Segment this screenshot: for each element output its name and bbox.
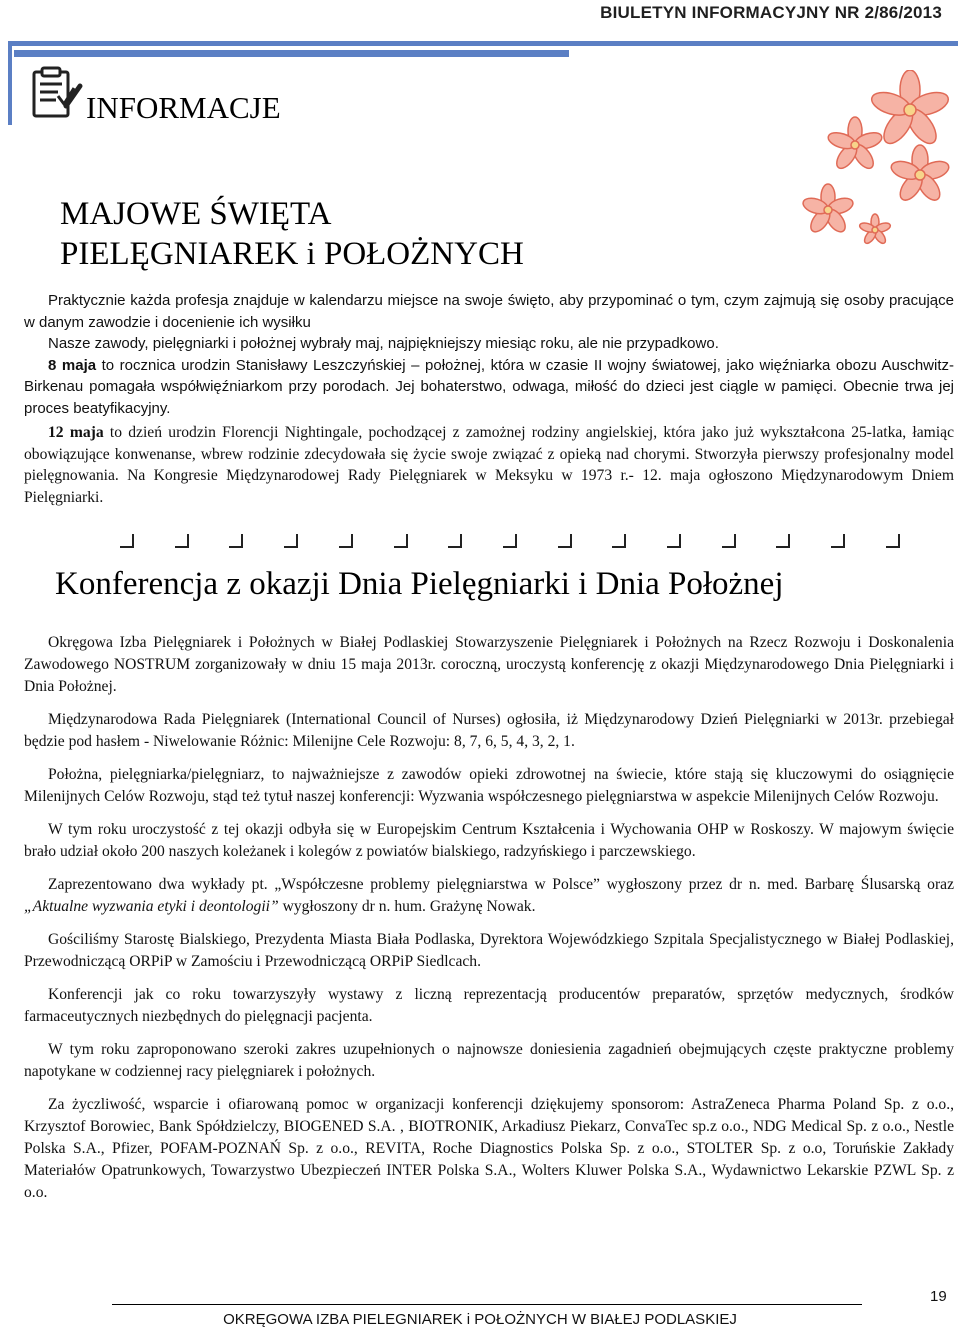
may-8-paragraph bbox=[24, 355, 954, 420]
conference-paragraph-3: Położna, pielęgniarka/pielęgniarz, to najważniejsze z zawodów opieki zdrowotnej na świecie, które stają się kluczowymi do osiągnięcie Milenijnych Celów Rozwoju, stąd też tytuł naszej konferencji: Wyzwania współczesnego pielęgniarstwa w aspekcie Milenijnych Celów Rozwoju. bbox=[24, 766, 954, 805]
may-12-block bbox=[24, 422, 954, 508]
article-title bbox=[60, 194, 524, 274]
conference-body bbox=[24, 632, 954, 1215]
conference-paragraph-6: Gościliśmy Starostę Bialskiego, Prezydenta Miasta Biała Podlaska, Dyrektora Wojewódzkiego Szpitala Specjalistycznego w Białej Podlaskiej, Przewodniczącą ORPiP w Zamościu i Przewodniczącą ORPiP Siedlcach. bbox=[24, 931, 954, 970]
may-8-date: 8 maja bbox=[48, 356, 97, 374]
conference-title: Konferencja z okazji Dnia Pielęgniarki i Dnia Położnej bbox=[55, 566, 784, 602]
article-intro bbox=[24, 290, 954, 419]
conference-paragraph-7: Konferencji jak co roku towarzyszyły wystawy z liczną reprezentacją producentów preparatów, sprzętów medycznych, środków farmaceutycznych niezbędnych do pielęgnacji pacjenta. bbox=[24, 986, 954, 1025]
article-title-line-2: PIELĘGNIAREK i POŁOŻNYCH bbox=[60, 236, 524, 272]
bulletin-title: BIULETYN INFORMACYJNY NR 2/86/2013 bbox=[600, 3, 942, 22]
left-rule bbox=[8, 41, 12, 125]
lecture-title-italic: „Aktualne wyzwania etyki i deontologii” bbox=[24, 898, 279, 915]
flowers-decoration bbox=[800, 70, 960, 250]
conference-paragraph-1: Okręgowa Izba Pielęgniarek i Położnych w Białej Podlaskiej Stowarzyszenie Pielęgniarek i Położnych na Rzecz Rozwoju i Doskonalenia Zawodowego NOSTRUM zorganizowały w dniu 15 maja 2013r. coroczną, uroczystą konferencję z okazji Międzynarodowego Dnia Pielęgniarki i Dnia Położnej. bbox=[24, 634, 954, 695]
conference-paragraph-2: Międzynarodowa Rada Pielęgniarek (International Council of Nurses) ogłosiła, iż Międzynarodowy Dzień Pielęgniarki w 2013r. przebiegał będzie pod hasłem - Niwelowanie Różnic: Milenijne Cele Rozwoju: 8, 7, 6, 5, 4, 3, 2, 1. bbox=[24, 711, 954, 750]
conference-paragraph-5 bbox=[24, 874, 954, 918]
intro-paragraph-1: Praktycznie każda profesja znajduje w kalendarzu miejsce na swoje święto, aby przypominać o tym, czym zajmują się osoby pracujące w danym zawodzie i docenienie ich wysiłku bbox=[24, 292, 954, 331]
may-12-date: 12 maja bbox=[48, 424, 104, 441]
section-tab-rule bbox=[14, 50, 569, 57]
page-number: 19 bbox=[930, 1288, 947, 1305]
clipboard-checklist-icon bbox=[28, 66, 84, 122]
decorative-separator bbox=[120, 534, 900, 554]
conference-paragraph-4: W tym roku uroczystość z tej okazji odbyła się w Europejskim Centrum Kształcenia i Wychowania OHP w Roskoszy. W majowym święcie brało udział około 200 naszych koleżanek i kolegów z powiatów bialskiego, radzyńskiego i parczewskiego. bbox=[24, 821, 954, 860]
may-12-paragraph bbox=[24, 422, 954, 508]
may-12-text: to dzień urodzin Florencji Nightingale, pochodzącej z zamożnej rodziny angielskiej, która jako już wykształcona 25-latka, łamiąc obowiązujące konwenanse, wbrew rodzinie zdecydowała się życie swoje związać z opieką nad chorymi. Stworzyła pierwszy profesjonalny model pielęgnowania. Na Kongresie Międzynarodowej Rady Pielęgniarek w Meksyku w 1973 r.- 12. maja ogłoszono Międzynarodowym Dniem Pielęgniarki. bbox=[24, 424, 954, 506]
lectures-text-a: Zaprezentowano dwa wykłady pt. „Współczesne problemy pielęgniarstwa w Polsce” wygłoszony przez dr n. med. Barbarę Ślusarską oraz bbox=[48, 876, 954, 893]
lectures-text-b: wygłoszony dr n. hum. Grażynę Nowak. bbox=[278, 898, 536, 915]
section-title: INFORMACJE bbox=[86, 90, 281, 125]
sponsors-paragraph: Za życzliwość, wsparcie i ofiarowaną pomoc w organizacji konferencji dziękujemy sponsorom: AstraZeneca Pharma Poland Sp. z o.o., Krzysztof Borowiec, Bank Spółdzielczy, BIOGENED S.A. , BIOTRONIK, Arkadiusz Piekarz, ConvaTec sp.z o.o., NDG Medical Sp. z o.o., Nestle Polska S.A., Pfizer, POFAM-POZNAŃ Sp. z o.o., REVITA, Roche Diagnostics Polska Sp. z o.o., STOLTER Sp. z o.o, Toruńskie Zakłady Materiałów Opatrunkowych, Towarzystwo Ubezpieczeń INTER Polska S.A., Wolters Kluwer Polska S.A., Wydawnictwo Lekarskie PZWL Sp. z o.o. bbox=[24, 1096, 954, 1201]
header-rule bbox=[8, 41, 958, 46]
may-8-text: to rocznica urodzin Stanisławy Leszczyńskiej – położnej, która w czasie II wojny światowej, jako więźniarka obozu Auschwitz- Birkenau pomagała współwięźniarkom przy porodach. Jej bohaterstwo, odwaga, miłość do dzieci jest ciągle w pamięci. Obecnie trwa jej proces beatyfikacyjny. bbox=[24, 356, 954, 417]
article-title-line-1: MAJOWE ŚWIĘTA bbox=[60, 196, 332, 232]
conference-paragraph-8: W tym roku zaproponowano szeroki zakres uzupełnionych o najnowsze doniesienia zagadnień obejmujących częste praktyczne problemy napotykane w codziennej racy pielęgniarek i położnych. bbox=[24, 1041, 954, 1080]
footer-text: OKRĘGOWA IZBA PIELEGNIAREK i POŁOŻNYCH W BIAŁEJ PODLASKIEJ bbox=[223, 1311, 737, 1328]
footer-rule bbox=[112, 1304, 862, 1305]
intro-paragraph-2: Nasze zawody, pielęgniarki i położnej wybrały maj, najpiękniejszy miesiąc roku, ale nie przypadkowo. bbox=[48, 335, 719, 352]
